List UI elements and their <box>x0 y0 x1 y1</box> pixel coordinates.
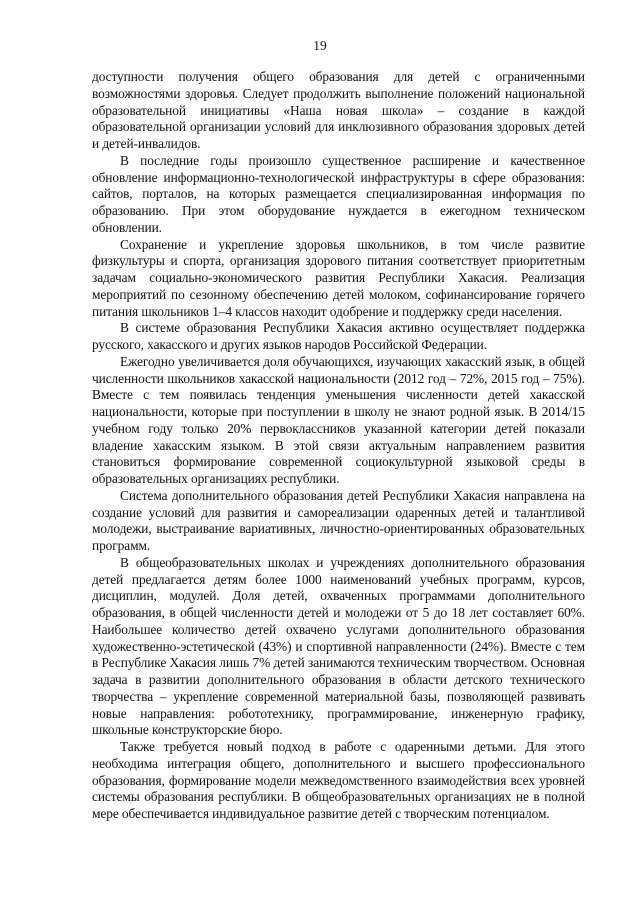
document-body <box>92 69 585 823</box>
paragraph-khakass-language: Ежегодно увеличивается доля обучающихся, изучающих хакасский язык, в общей численности школьников хакасской национальности (2012 год – 72%, 2015 год – 75%). Вместе с тем появилась тенденция уменьшения численности детей хакасской национальности, которые при поступлении в школу не знают родной язык. В 2014/15 учебном году только 20% первоклассников указанной категории детей показали владение хакасским языком. В этой связи актуальным направлением развития становиться формирование современной социокультурной языковой среды в образовательных организациях республики. <box>92 353 585 486</box>
paragraph-infrastructure: В последние годы произошло существенное расширение и качественное обновление информационно-технологической инфраструктуры в сфере образования: сайтов, порталов, на которых размещается специализированная информация по образованию. При этом оборудование нуждается в ежегодном техническом обновлении. <box>92 152 585 235</box>
paragraph-languages: В системе образования Республики Хакасия активно осуществляет поддержка русского, хакасского и других языков народов Российской Федерации. <box>92 320 585 352</box>
page-number: 19 <box>313 38 327 53</box>
paragraph-continuation: доступности получения общего образования для детей с ограниченными возможностями здоровья. Следует продолжить выполнение положений национальной образовательной инициативы «Наша новая школа» – создание в каждой образовательной организации условий для инклюзивного образования здоровых детей и детей-инвалидов. <box>92 69 585 151</box>
paragraph-health: Сохранение и укрепление здоровья школьников, в том числе развитие физкультуры и спорта, организация здорового питания соответствует приоритетным задачам социально-экономического развития Республики Хакасия. Реализация мероприятий по сезонному обеспечению детей молоком, софинансирование горячего питания школьников 1–4 классов находит одобрение и поддержку среди населения. <box>92 236 585 319</box>
paragraph-programs: В общеобразовательных школах и учреждениях дополнительного образования детей предлагается детям более 1000 наименований учебных программ, курсов, дисциплин, модулей. Доля детей, охваченных программами дополнительного образования, в общей численности детей и молодежи от 5 до 18 лет составляет 60%. Наибольшее количество детей охвачено услугами дополнительного образования художественно-эстетической (43%) и спортивной направленности (24%). Вместе с тем в Республике Хакасия лишь 7% детей занимаются техническим творчеством. Основная задача в развитии дополнительного образования в области детского технического творчества – укрепление современной материальной базы, позволяющей развивать новые направления: робототехнику, программирование, инженерную графику, школьные конструкторские бюро. <box>92 554 585 738</box>
paragraph-gifted-children: Также требуется новый подход в работе с одаренными детьми. Для этого необходима интеграция общего, дополнительного и высшего профессионального образования, формирование модели межведомственного взаимодействия всех уровней системы образования республики. В общеобразовательных организациях не в полной мере обеспечивается индивидуальное развитие детей с творческим потенциалом. <box>92 739 585 821</box>
paragraph-additional-education: Система дополнительного образования детей Республики Хакасия направлена на создание условий для развития и самореализации одаренных детей и талантливой молодежи, выстраивание вариативных, личностно-ориентированных образовательных программ. <box>92 487 585 553</box>
